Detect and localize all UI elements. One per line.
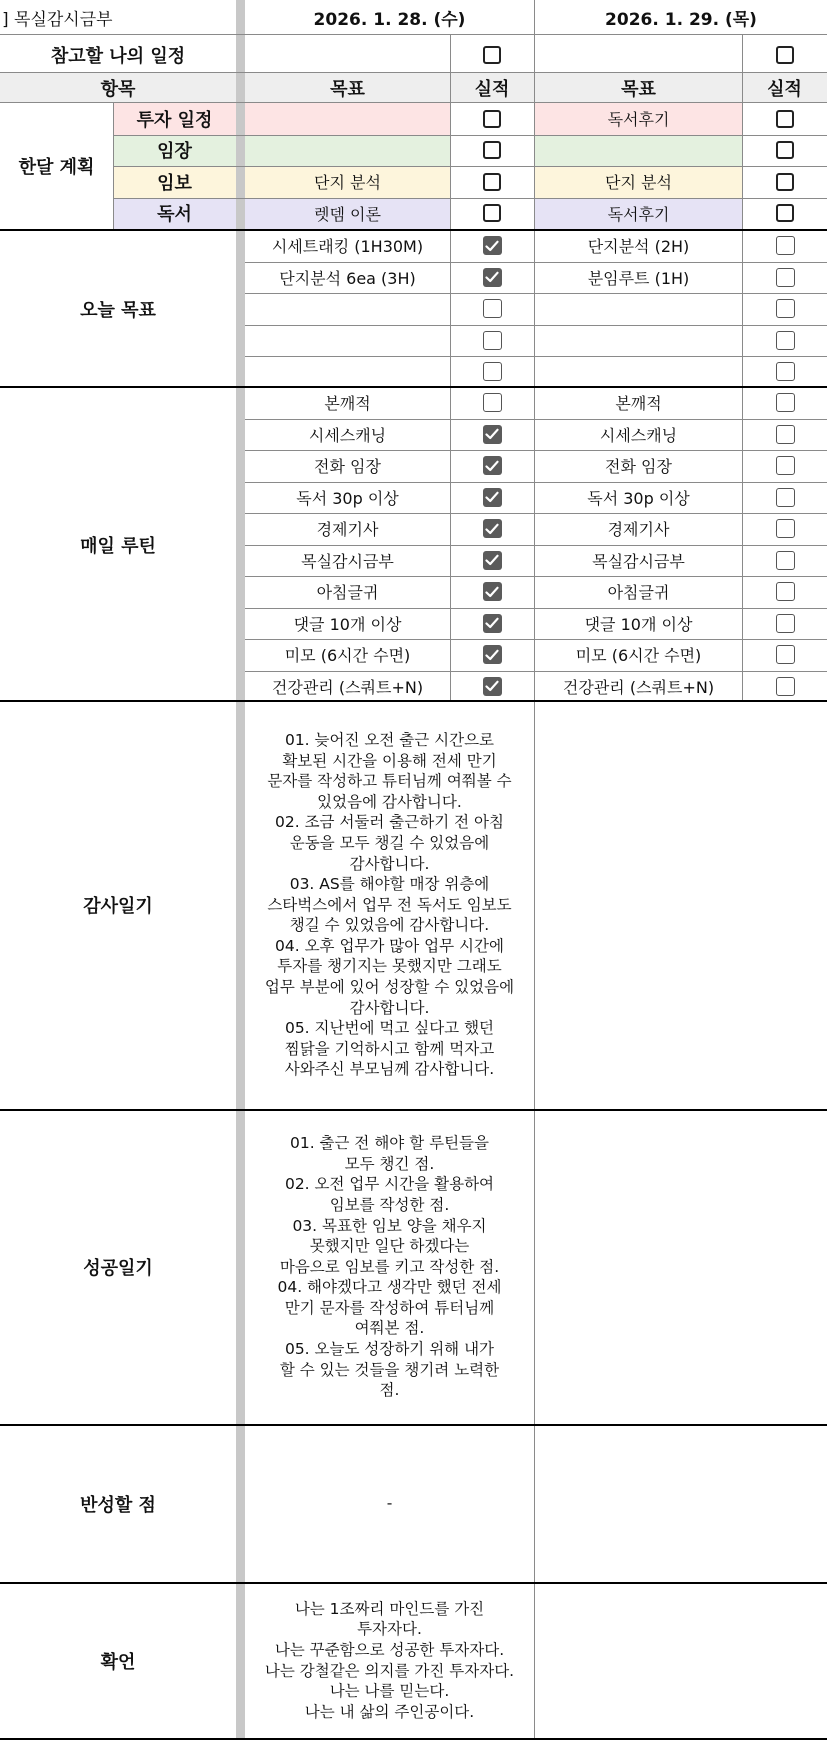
checkbox-checked-icon bbox=[483, 268, 502, 287]
success-journal-day2-text bbox=[535, 1110, 827, 1424]
checkbox-empty-icon bbox=[483, 204, 501, 222]
routine-day2: 목실감시금부 bbox=[592, 551, 685, 571]
success-journal-label: 성공일기 bbox=[83, 1258, 153, 1279]
checkbox-checked-icon bbox=[483, 425, 502, 444]
checkbox-empty-icon bbox=[483, 393, 502, 412]
plan-day2-checkbox[interactable] bbox=[771, 136, 799, 164]
checkbox-empty-icon bbox=[776, 173, 794, 191]
sheet-title: ] 목실감시금부 bbox=[2, 9, 113, 30]
gratitude-journal-day1-text: 01. 늦어진 오전 출근 시간으로 확보된 시간을 이용해 전세 만기 문자를 작성하고 튜터님께 여쭤볼 수 있었음에 감사합니다. 02. 조금 서둘러 출근하기 전 아침 운동을 모두 챙길 수 있었음에 감사합니다. 03. AS를 해야할 매장 위층에 스타벅스에서 업무 전 독서도 임보도 챙길 수 있었음에 감사합니다. 04. 오후 업무가 많아 업무 시간에 투자를 챙기지는 못했지만 그래도 업무 부분에 있어 성장할 수 있었음에 감사합니다. 05. 지난번에 먹고 싶다고 했던 찜닭을 기억하시고 함께 먹자고 사와주신 부모님께 감사합니다. bbox=[264, 730, 515, 1079]
plan-row-label: 독서 bbox=[157, 204, 192, 226]
routine-day1: 전화 임장 bbox=[314, 457, 381, 477]
checkbox-empty-icon bbox=[483, 331, 502, 350]
today-goal-day2-checkbox[interactable] bbox=[771, 358, 799, 386]
routine-day2-checkbox[interactable] bbox=[771, 609, 799, 637]
today-goal-day2 bbox=[535, 325, 742, 357]
routine-day2: 경제기사 bbox=[607, 520, 670, 540]
today-goal-day1-checkbox[interactable] bbox=[478, 295, 506, 323]
routine-day1-checkbox[interactable] bbox=[478, 546, 506, 574]
routine-day1-checkbox[interactable] bbox=[478, 420, 506, 448]
today-goal-day1 bbox=[245, 325, 450, 357]
plan-day1-goal: 단지 분석 bbox=[314, 173, 381, 193]
row-divider bbox=[0, 72, 827, 73]
routine-day1-checkbox[interactable] bbox=[478, 578, 506, 606]
today-goal-day2 bbox=[535, 356, 742, 388]
affirmation-day1-text: 나는 1조짜리 마인드를 가진 투자자다. 나는 꾸준함으로 성공한 투자자다. 나는 강철같은 의지를 가진 투자자다. 나는 나를 믿는다. 나는 내 삶의 주인공이다. bbox=[264, 1599, 515, 1721]
routine-day2-checkbox[interactable] bbox=[771, 672, 799, 700]
checkbox-checked-icon bbox=[483, 582, 502, 601]
row-divider bbox=[245, 639, 827, 640]
section-divider bbox=[0, 229, 827, 231]
routine-day1-checkbox[interactable] bbox=[478, 515, 506, 543]
checkbox-checked-icon bbox=[483, 677, 502, 696]
today-goals-label: 오늘 목표 bbox=[80, 299, 156, 321]
row-divider bbox=[245, 513, 827, 514]
checkbox-empty-icon bbox=[776, 519, 795, 538]
plan-day1-goal bbox=[245, 135, 450, 167]
gratitude-journal-day2-text bbox=[535, 701, 827, 1109]
row-divider bbox=[245, 325, 827, 326]
routine-day2: 아침글귀 bbox=[607, 583, 670, 603]
checkbox-empty-icon bbox=[776, 614, 795, 633]
today-goal-day1 bbox=[245, 356, 450, 388]
checkbox-empty-icon bbox=[483, 141, 501, 159]
monthly-plan-label: 한달 계획 bbox=[18, 157, 95, 178]
routine-day1: 댓글 10개 이상 bbox=[293, 614, 402, 634]
column-header-goal-day2: 목표 bbox=[621, 78, 656, 100]
routine-day2-checkbox[interactable] bbox=[771, 420, 799, 448]
ref-schedule-label: 참고할 나의 일정 bbox=[50, 46, 186, 67]
plan-day2-checkbox[interactable] bbox=[771, 199, 799, 227]
plan-day1-checkbox[interactable] bbox=[478, 105, 506, 133]
checkbox-empty-icon bbox=[776, 362, 795, 381]
reflection-day2-text bbox=[535, 1425, 827, 1582]
row-divider bbox=[245, 576, 827, 577]
column-header-result-day2: 실적 bbox=[767, 78, 802, 100]
checkbox-empty-icon bbox=[776, 645, 795, 664]
routine-day2: 시세스캐닝 bbox=[599, 425, 678, 445]
section-divider bbox=[0, 386, 827, 388]
routine-day2-checkbox[interactable] bbox=[771, 641, 799, 669]
column-gap bbox=[236, 72, 245, 103]
plan-row-label: 임장 bbox=[157, 141, 192, 163]
routine-day2: 댓글 10개 이상 bbox=[584, 614, 693, 634]
column-header-item: 항목 bbox=[100, 78, 136, 100]
checkbox-empty-icon bbox=[776, 456, 795, 475]
date-day2: 2026. 1. 29. (목) bbox=[605, 9, 757, 30]
today-goal-day1: 시세트래킹 (1H30M) bbox=[271, 237, 424, 257]
checkbox-empty-icon bbox=[776, 46, 794, 64]
checkbox-empty-icon bbox=[776, 677, 795, 696]
routine-day1: 아침글귀 bbox=[316, 583, 379, 603]
checkbox-checked-icon bbox=[483, 551, 502, 570]
row-divider bbox=[245, 545, 827, 546]
plan-day1-goal bbox=[245, 103, 450, 135]
routine-day1-checkbox[interactable] bbox=[478, 483, 506, 511]
plan-day2-checkbox[interactable] bbox=[771, 168, 799, 196]
routine-day1-checkbox[interactable] bbox=[478, 641, 506, 669]
today-goal-day2-checkbox[interactable] bbox=[771, 326, 799, 354]
plan-row-label: 임보 bbox=[157, 172, 192, 194]
checkbox-empty-icon bbox=[483, 110, 501, 128]
today-goal-day1-checkbox[interactable] bbox=[478, 263, 506, 291]
success-journal-day1-text: 01. 출근 전 해야 할 루틴들을 모두 챙긴 점. 02. 오전 업무 시간을 활용하여 임보를 작성한 점. 03. 목표한 임보 양을 채우지 못했지만 일단 하겠다는 마음으로 임보를 키고 작성한 점. 04. 해야겠다고 생각만 했던 전세 만기 문자를 작성하여 튜터님께 여쭤본 점. 05. 오늘도 성장하기 위해 내가 할 수 있는 것들을 챙기려 노력한 점. bbox=[277, 1134, 502, 1400]
routine-day1-checkbox[interactable] bbox=[478, 452, 506, 480]
routine-day1: 시세스캐닝 bbox=[308, 425, 387, 445]
routine-day2-checkbox[interactable] bbox=[771, 515, 799, 543]
checkbox-empty-icon bbox=[776, 393, 795, 412]
checkbox-checked-icon bbox=[483, 236, 502, 255]
plan-day2-goal: 단지 분석 bbox=[605, 173, 672, 193]
reflection-label: 반성할 점 bbox=[80, 1494, 156, 1516]
checkbox-empty-icon bbox=[776, 110, 794, 128]
routine-day1: 독서 30p 이상 bbox=[296, 488, 399, 508]
routine-day1: 목실감시금부 bbox=[301, 551, 394, 571]
row-divider bbox=[113, 166, 827, 167]
plan-day1-checkbox[interactable] bbox=[478, 168, 506, 196]
plan-day2-checkbox[interactable] bbox=[771, 105, 799, 133]
row-divider bbox=[245, 356, 827, 357]
plan-day2-goal: 독서후기 bbox=[607, 110, 670, 130]
checkbox-empty-icon bbox=[776, 236, 795, 255]
today-goal-day1: 단지분석 6ea (3H) bbox=[279, 268, 416, 288]
row-divider bbox=[0, 34, 827, 35]
checkbox-checked-icon bbox=[483, 614, 502, 633]
plan-row-label: 투자 일정 bbox=[136, 109, 213, 131]
routine-day2-checkbox[interactable] bbox=[771, 578, 799, 606]
routine-day1: 미모 (6시간 수면) bbox=[284, 646, 411, 666]
column-header-result-day1: 실적 bbox=[474, 78, 510, 100]
today-goal-day2 bbox=[535, 293, 742, 325]
routine-day2-checkbox[interactable] bbox=[771, 452, 799, 480]
gratitude-journal-label: 감사일기 bbox=[83, 896, 153, 917]
checkbox-empty-icon bbox=[776, 551, 795, 570]
today-goal-day1 bbox=[245, 293, 450, 325]
reflection-day1-text: - bbox=[386, 1494, 393, 1513]
checkbox-empty-icon bbox=[483, 299, 502, 318]
row-divider bbox=[113, 135, 827, 136]
checkbox-empty-icon bbox=[483, 362, 502, 381]
routine-day1-checkbox[interactable] bbox=[478, 672, 506, 700]
plan-day2-goal bbox=[535, 135, 742, 167]
row-divider bbox=[113, 198, 827, 199]
checkbox-empty-icon bbox=[776, 425, 795, 444]
today-goal-day1-checkbox[interactable] bbox=[478, 232, 506, 260]
checkbox-checked-icon bbox=[483, 519, 502, 538]
checkbox-empty-icon bbox=[483, 46, 501, 64]
checkbox-checked-icon bbox=[483, 645, 502, 664]
row-divider bbox=[245, 671, 827, 672]
checkbox-empty-icon bbox=[776, 582, 795, 601]
routine-day2-checkbox[interactable] bbox=[771, 483, 799, 511]
routine-day2: 전화 임장 bbox=[605, 457, 672, 477]
routine-day2-checkbox[interactable] bbox=[771, 546, 799, 574]
today-goal-day2-checkbox[interactable] bbox=[771, 232, 799, 260]
today-goal-day1-checkbox[interactable] bbox=[478, 326, 506, 354]
checkbox-empty-icon bbox=[776, 488, 795, 507]
daily-routine-label: 매일 루틴 bbox=[80, 535, 156, 557]
routine-day1-checkbox[interactable] bbox=[478, 609, 506, 637]
row-divider bbox=[245, 262, 827, 263]
routine-day1: 건강관리 (스쿼트+N) bbox=[271, 677, 424, 697]
row-divider bbox=[245, 482, 827, 483]
today-goal-day2: 분임루트 (1H) bbox=[587, 268, 690, 288]
today-goal-day2-checkbox[interactable] bbox=[771, 295, 799, 323]
checkbox-empty-icon bbox=[776, 268, 795, 287]
routine-day1: 본깨적 bbox=[324, 394, 371, 414]
affirmation-day2-text bbox=[535, 1583, 827, 1738]
plan-day1-checkbox[interactable] bbox=[478, 199, 506, 227]
routine-day2: 미모 (6시간 수면) bbox=[575, 646, 702, 666]
row-divider bbox=[245, 608, 827, 609]
routine-day2: 본깨적 bbox=[615, 394, 662, 414]
row-divider bbox=[245, 450, 827, 451]
checkbox-empty-icon bbox=[776, 331, 795, 350]
routine-day2: 독서 30p 이상 bbox=[587, 488, 690, 508]
row-divider bbox=[245, 419, 827, 420]
today-goal-day2: 단지분석 (2H) bbox=[587, 237, 690, 257]
row-divider bbox=[0, 102, 827, 103]
checkbox-checked-icon bbox=[483, 456, 502, 475]
routine-day2-checkbox[interactable] bbox=[771, 389, 799, 417]
checkbox-empty-icon bbox=[776, 204, 794, 222]
ref-schedule-day2-checkbox[interactable] bbox=[771, 41, 799, 69]
checkbox-checked-icon bbox=[483, 488, 502, 507]
routine-day1: 경제기사 bbox=[316, 520, 379, 540]
row-divider bbox=[245, 293, 827, 294]
affirmation-label: 확언 bbox=[100, 1651, 136, 1673]
checkbox-empty-icon bbox=[483, 173, 501, 191]
column-gap bbox=[236, 0, 245, 1740]
today-goal-day1-checkbox[interactable] bbox=[478, 358, 506, 386]
routine-day1-checkbox[interactable] bbox=[478, 389, 506, 417]
routine-day2: 건강관리 (스쿼트+N) bbox=[562, 677, 715, 697]
plan-day1-checkbox[interactable] bbox=[478, 136, 506, 164]
plan-day2-goal: 독서후기 bbox=[607, 204, 670, 224]
checkbox-empty-icon bbox=[776, 299, 795, 318]
column-header-goal-day1: 목표 bbox=[330, 78, 365, 100]
date-day1: 2026. 1. 28. (수) bbox=[313, 9, 466, 30]
checkbox-empty-icon bbox=[776, 141, 794, 159]
today-goal-day2-checkbox[interactable] bbox=[771, 263, 799, 291]
ref-schedule-day1-checkbox[interactable] bbox=[478, 41, 506, 69]
plan-day1-goal: 렛뎀 이론 bbox=[314, 204, 381, 224]
